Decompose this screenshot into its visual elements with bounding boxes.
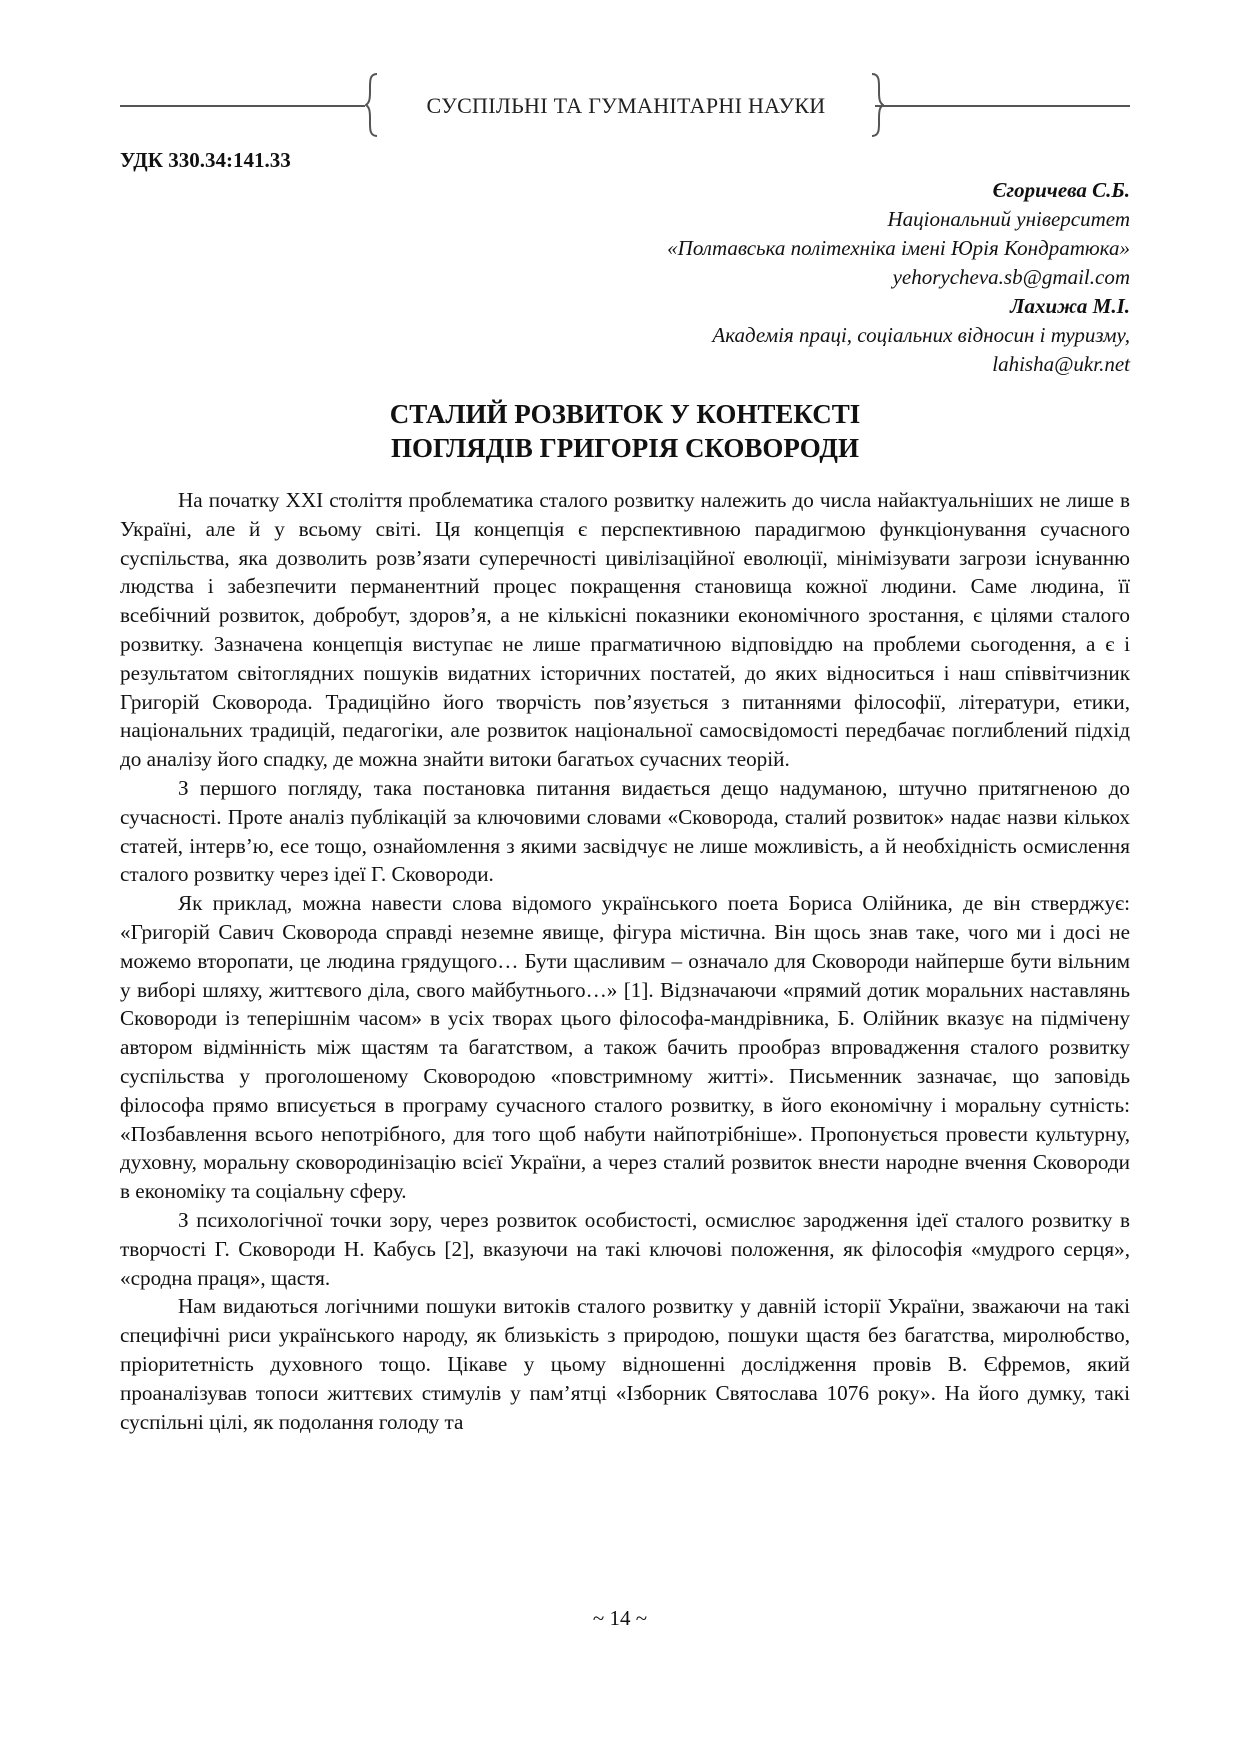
author-affiliation: Академія праці, соціальних відносин і туризму,: [712, 323, 1130, 347]
body-paragraph: З психологічної точки зору, через розвиток особистості, осмислює зародження ідеї сталого розвитку в творчості Г. Сковороди Н. Кабусь [2], вказуючи на такі ключові положення, як філософія «мудрого серця», «сродна праця», щастя.: [120, 1207, 1130, 1290]
author-name: Лахижа М.І.: [1010, 294, 1130, 318]
author-block: [430, 176, 1130, 379]
header-rule-right: [875, 105, 1130, 107]
author-name: Єгоричева С.Б.: [992, 178, 1130, 202]
body-paragraph: Як приклад, можна навести слова відомого українського поета Бориса Олійника, де він стверджує: «Григорій Савич Сковорода справді неземне явище, фігура містична. Він щось знав таке, чого ми і досі не можемо второпати, це людина грядущого… Бути щасливим – означало для Сковороди найперше бути вільним у виборі шляху, життєвого діла, свого майбутнього…» [1]. Відзначаючи «прямий дотик моральних наставлянь Сковороди із теперішнім часом» в усіх творах цього філософа-мандрівника, Б. Олійник вказує на підмічену автором відмінність між щастям та багатством, а також бачить прообраз впровадження сталого розвитку суспільства у проголошеному Сковородою «повстримному житті». Письменник зазначає, що заповідь філософа прямо вписується в програму сучасного сталого розвитку, в його економічну і моральну сутність: «Позбавлення всього непотрібного, для того щоб набути найпотрібніше». Пропонується провести культурну, духовну, моральну сковородинізацію всієї України, а через сталий розвиток внести народне вчення Сковороди в економіку та соціальну сферу.: [120, 891, 1130, 1204]
page-number: ~ 14 ~: [592, 1606, 648, 1630]
section-title: СУСПІЛЬНІ ТА ГУМАНІТАРНІ НАУКИ: [426, 93, 826, 118]
title-line: ПОГЛЯДІВ ГРИГОРІЯ СКОВОРОДИ: [391, 433, 859, 463]
title-line: СТАЛИЙ РОЗВИТОК У КОНТЕКСТІ: [389, 399, 861, 429]
author-affiliation: Національний університет: [887, 207, 1130, 231]
udk-code: УДК 330.34:141.33: [120, 148, 291, 172]
article-title: [120, 397, 1130, 465]
body-paragraph: З першого погляду, така постановка питання видається дещо надуманою, штучно притягненою до сучасності. Проте аналіз публікацій за ключовими словами «Сковорода, сталий розвиток» надає назви кількох статей, інтерв’ю, есе тощо, ознайомлення з якими засвідчує не лише можливість, а й необхідність осмислення сталого розвитку через ідеї Г. Сковороди.: [120, 775, 1130, 887]
author-email: yehorycheva.sb@gmail.com: [892, 265, 1130, 289]
author-email: lahisha@ukr.net: [992, 352, 1130, 376]
header-left-bracket: [365, 72, 379, 138]
header-rule-left: [120, 105, 365, 107]
author-affiliation: «Полтавська політехніка імені Юрія Кондратюка»: [667, 236, 1130, 260]
running-header: [120, 72, 1130, 142]
article-body: [120, 486, 1130, 1436]
body-paragraph: Нам видаються логічними пошуки витоків сталого розвитку у давній історії України, зважаючи на такі специфічні риси українського народу, як близькість з природою, пошуки щастя без багатства, миролюбство, пріоритетність духовного тощо. Цікаве у цьому відношенні дослідження провів В. Єфремов, який проаналізував топоси життєвих стимулів у пам’ятці «Ізборник Святослава 1076 року». На його думку, такі суспільні цілі, як подолання голоду та: [120, 1294, 1130, 1434]
body-paragraph: На початку ХХІ століття проблематика сталого розвитку належить до числа найактуальніших не лише в Україні, але й у всьому світі. Ця концепція є перспективною парадигмою функціонування сучасного суспільства, яка дозволить розв’язати суперечності цивілізаційної еволюції, мінімізувати загрози існуванню людства і забезпечити перманентний процес покращення становища кожної людини. Саме людина, її всебічний розвиток, добробут, здоров’я, а не кількісні показники економічного зростання, є цілями сталого розвитку. Зазначена концепція виступає не лише прагматичною відповіддю на проблеми сьогодення, а є і результатом світоглядних пошуків видатних історичних постатей, до яких відноситься і наш співвітчизник Григорій Сковорода. Традиційно його творчість пов’язується з питаннями філософії, літератури, етики, національних традицій, педагогіки, але розвиток національної самосвідомості передбачає поглиблений підхід до аналізу його спадку, де можна знайти витоки багатьох сучасних теорій.: [120, 488, 1130, 772]
